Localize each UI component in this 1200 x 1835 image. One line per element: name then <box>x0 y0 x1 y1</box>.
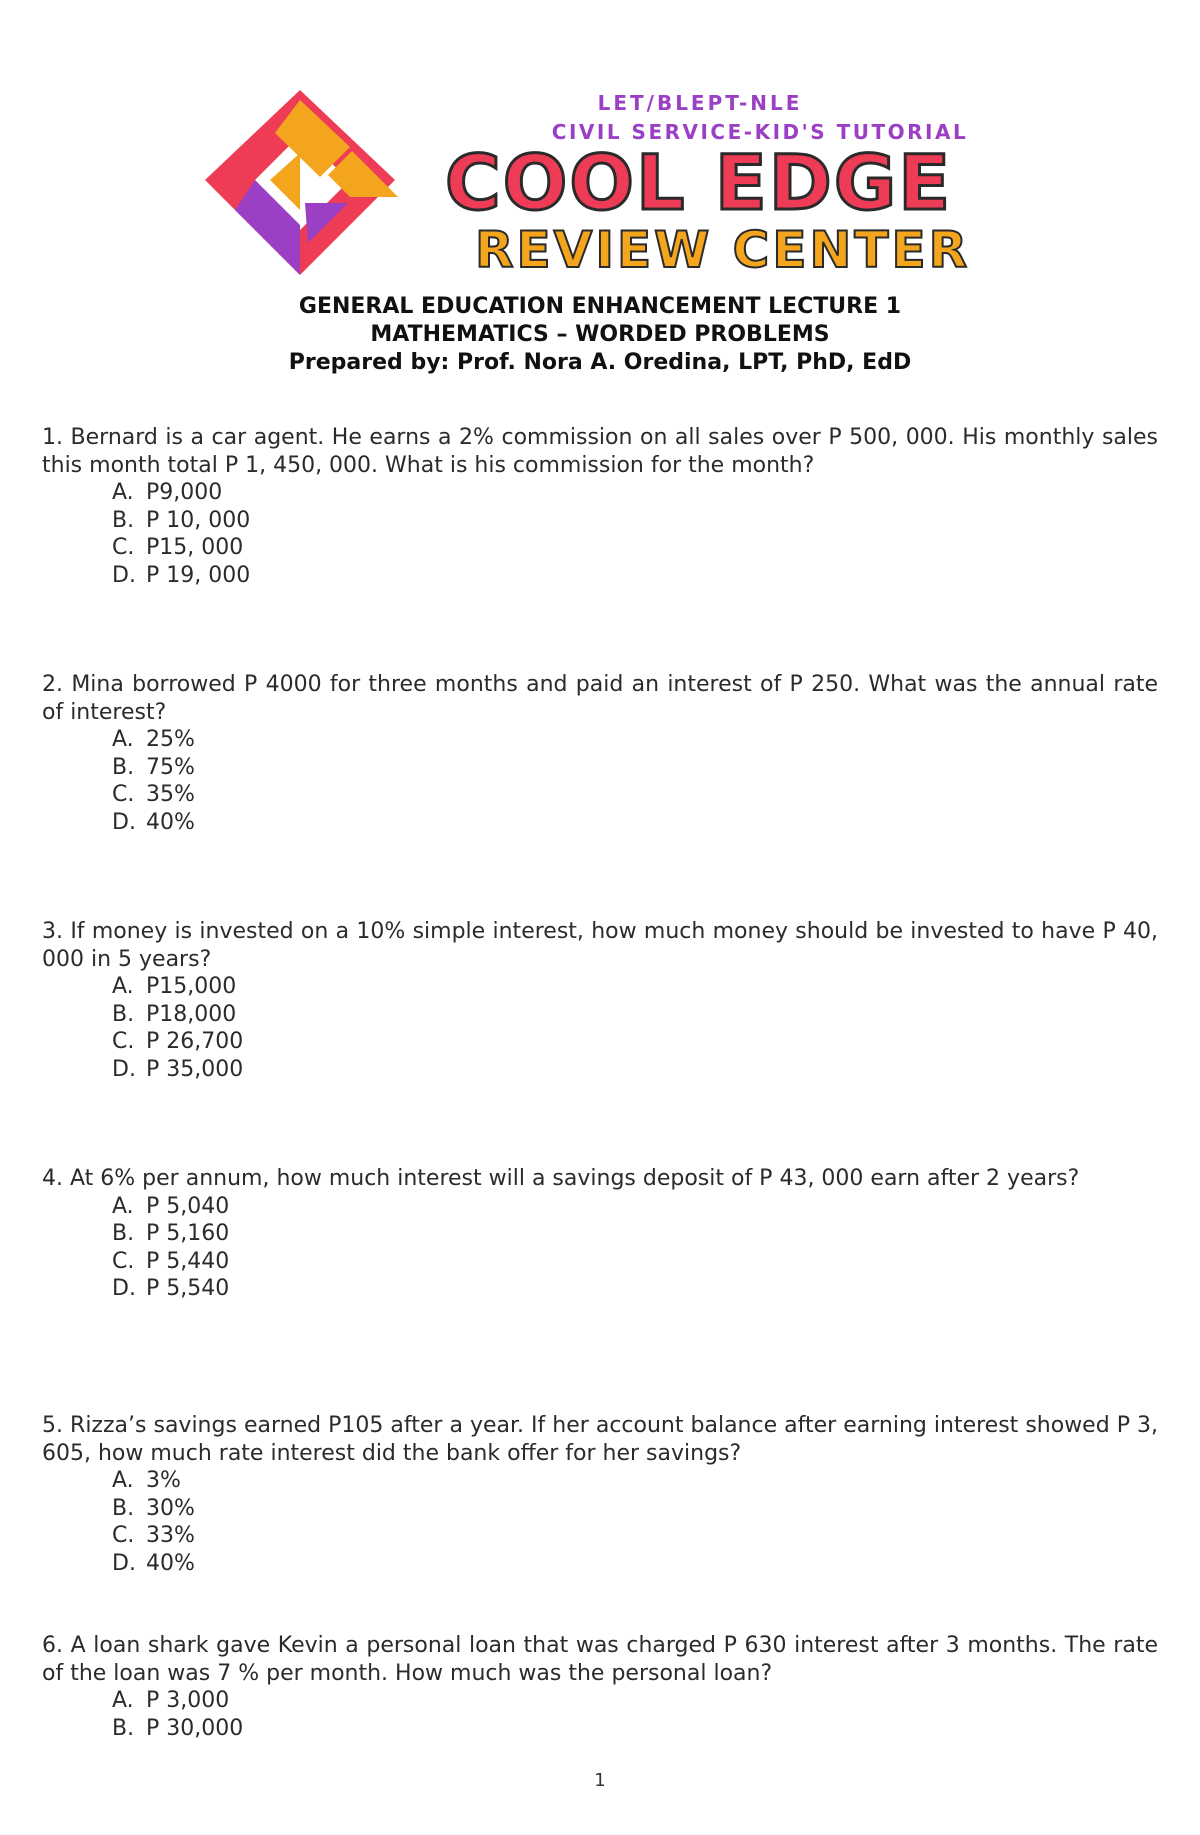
choice-c: C. P 5,440 <box>112 1248 230 1274</box>
question-text: At 6% per annum, how much interest will a savings deposit of P 43, 000 earn after 2 years? <box>70 1166 1080 1191</box>
logo-name-cool-edge: COOL EDGE <box>445 138 953 227</box>
question-6 <box>42 1632 1158 1742</box>
question-number: 5. <box>42 1413 63 1438</box>
choice-b: B. P 30,000 <box>112 1715 244 1741</box>
choice-a: A. P 3,000 <box>112 1688 230 1713</box>
choice-d: D. P 35,000 <box>112 1056 244 1082</box>
choice-a: A. P 5,040 <box>112 1193 230 1219</box>
choice-d: D. 40% <box>112 1550 195 1576</box>
choice-list <box>42 479 1158 589</box>
question-number: 2. <box>42 672 63 697</box>
choice-a: A. 3% <box>112 1468 181 1493</box>
logo-tagline-services: CIVIL SERVICE-KID'S TUTORIAL <box>551 120 969 144</box>
author-line: Prepared by: Prof. Nora A. Oredina, LPT, PhD, EdD <box>288 350 912 375</box>
lecture-title: GENERAL EDUCATION ENHANCEMENT LECTURE 1 <box>298 294 902 319</box>
question-text: Bernard is a car agent. He earns a 2% commission on all sales over P 500, 000. His monthly sales this month total P 1, 450, 000. What is his commission for the month? <box>42 425 1158 478</box>
choice-c: C. P15, 000 <box>112 535 244 560</box>
question-3 <box>42 918 1158 1083</box>
choice-b: B. P 10, 000 <box>112 507 251 533</box>
choice-c: C. 33% <box>112 1523 195 1548</box>
diamond-logo-icon <box>200 85 410 280</box>
choice-list <box>42 1467 1158 1577</box>
choice-a: A. P15,000 <box>112 974 237 999</box>
question-1 <box>42 424 1158 589</box>
choice-list <box>42 726 1158 836</box>
choice-d: D. P 5,540 <box>112 1276 230 1301</box>
choice-c: C. 35% <box>112 782 195 807</box>
question-4 <box>42 1165 1158 1303</box>
choice-a: A. 25% <box>112 727 195 752</box>
choice-c: C. P 26,700 <box>112 1029 244 1054</box>
choice-list <box>42 1687 1158 1742</box>
brand-logo <box>200 85 1000 285</box>
choice-d: D. P 19, 000 <box>112 562 251 588</box>
question-number: 1. <box>42 425 63 450</box>
document-title <box>0 293 1200 377</box>
question-text: Mina borrowed P 4000 for three months and paid an interest of P 250. What was the annual rate of interest? <box>42 672 1159 725</box>
question-2 <box>42 671 1158 836</box>
choice-list <box>42 973 1158 1083</box>
choice-d: D. 40% <box>112 809 195 835</box>
question-5 <box>42 1412 1158 1577</box>
question-text: Rizza’s savings earned P105 after a year. If her account balance after earning interest showed P 3, 605, how much rate interest did the bank offer for her savings? <box>42 1413 1158 1466</box>
choice-b: B. 30% <box>112 1495 195 1521</box>
choice-b: B. P18,000 <box>112 1001 237 1027</box>
choice-b: B. 75% <box>112 754 195 780</box>
choice-b: B. P 5,160 <box>112 1221 230 1246</box>
subject-title: MATHEMATICS – WORDED PROBLEMS <box>370 322 830 347</box>
question-number: 3. <box>42 919 63 944</box>
question-text: If money is invested on a 10% simple interest, how much money should be invested to have P 40, 000 in 5 years? <box>42 919 1159 972</box>
logo-tagline-exams: LET/BLEPT-NLE <box>597 91 803 115</box>
question-number: 6. <box>42 1633 63 1658</box>
choice-list <box>42 1193 1158 1303</box>
logo-name-review-center: REVIEW CENTER <box>475 221 971 279</box>
question-number: 4. <box>42 1166 63 1191</box>
question-text: A loan shark gave Kevin a personal loan that was charged P 630 interest after 3 months. The rate of the loan was 7 % per month. How much was the personal loan? <box>42 1633 1158 1686</box>
page-number: 1 <box>594 1770 606 1791</box>
choice-a: A. P9,000 <box>112 480 223 505</box>
